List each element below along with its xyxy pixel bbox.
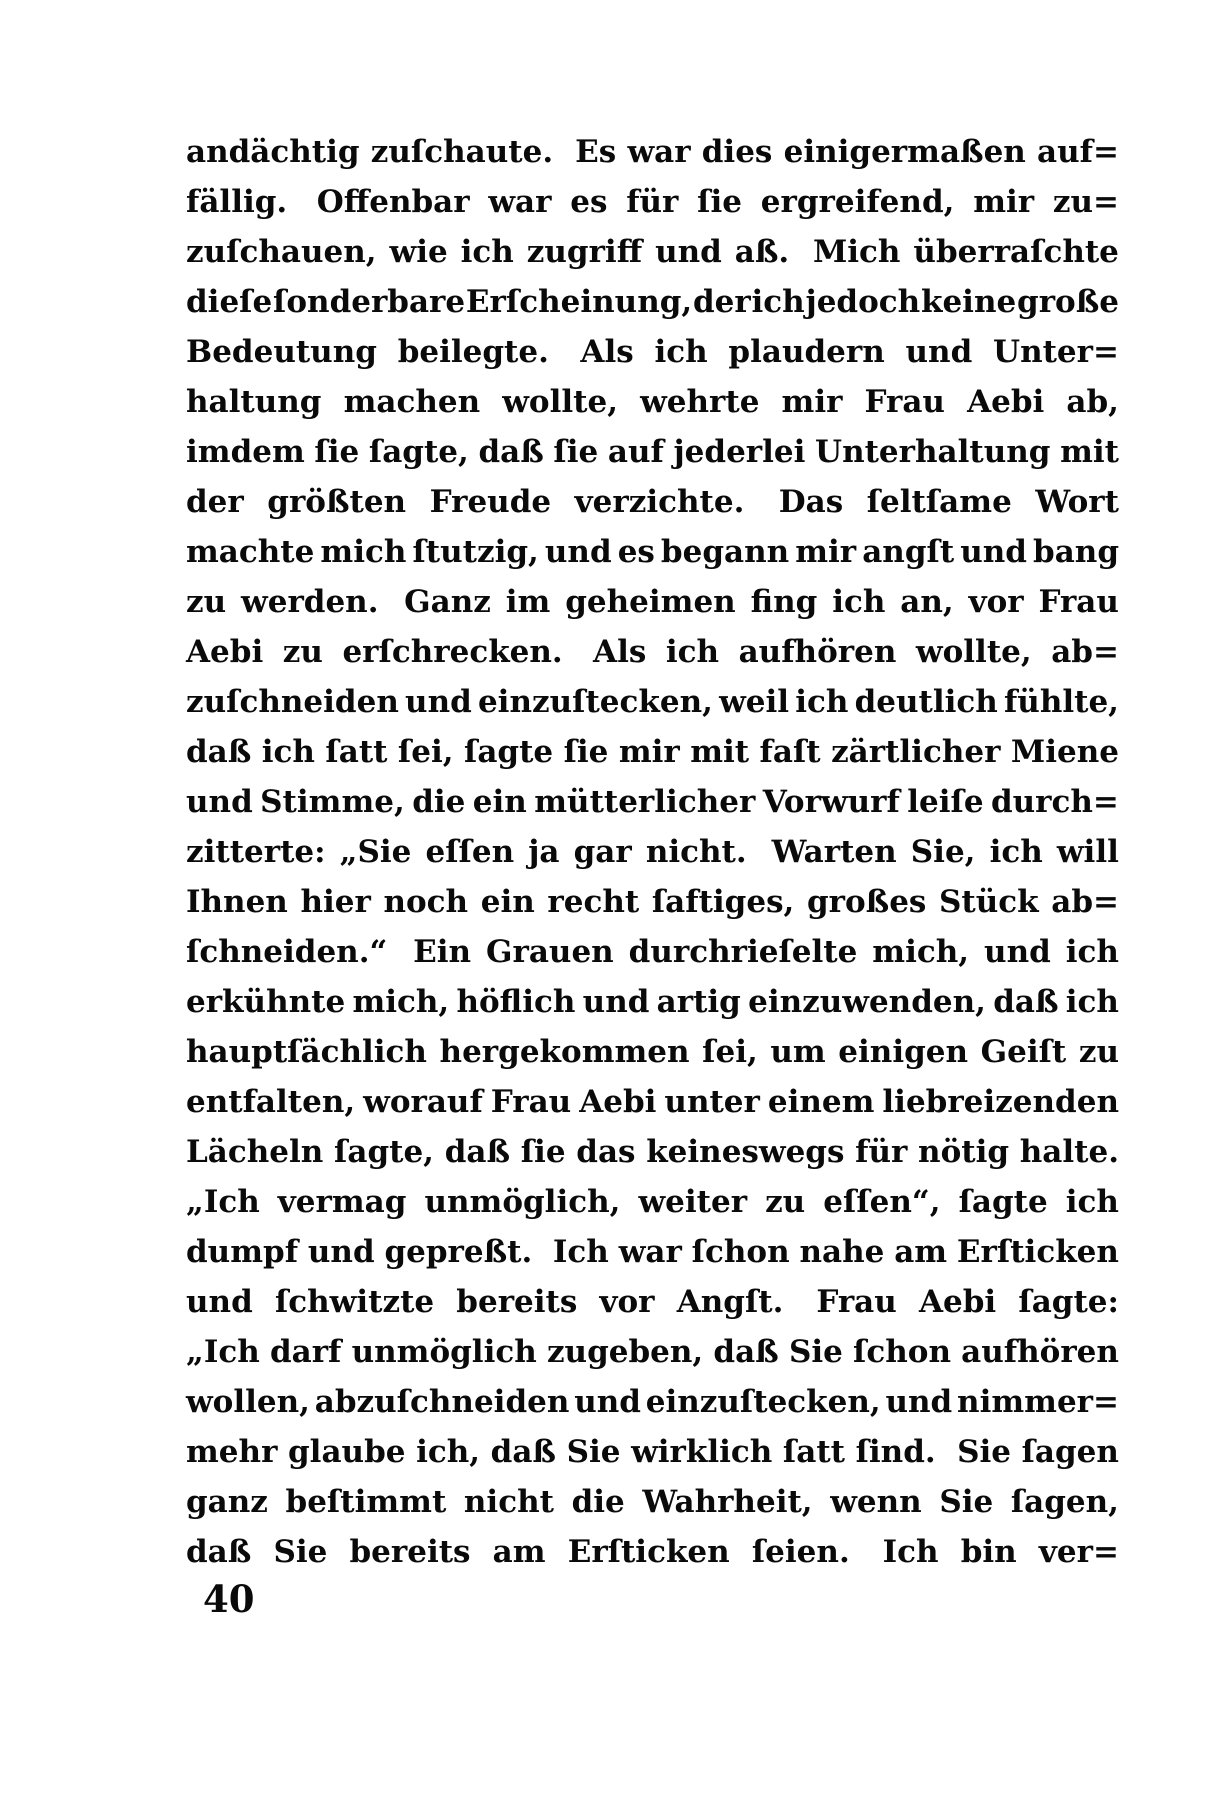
page-text-block (186, 127, 1119, 1577)
text-line: daß Sie bereits am Erſticken ſeien. Ich bin ver= (186, 1534, 1119, 1570)
text-line: Bedeutung beilegte. Als ich plaudern und Unter= (186, 334, 1119, 370)
text-line: Aebi zu erſchrecken. Als ich aufhören wollte, ab= (186, 634, 1119, 670)
page-number: 40 (203, 1577, 255, 1621)
text-line: zu werden. Ganz im geheimen fing ich an, vor Frau (186, 584, 1119, 620)
text-line: Ihnen hier noch ein recht ſaftiges, großes Stück ab= (186, 884, 1119, 920)
text-line: dieſe ſonderbare Erſcheinung, der ich jedoch keine große (186, 284, 1119, 320)
text-line: hauptſächlich hergekommen ſei, um einigen Geiſt zu (186, 1034, 1119, 1070)
text-line: zuſchauen, wie ich zugriff und aß. Mich überraſchte (186, 234, 1119, 270)
text-line: erkühnte mich, höflich und artig einzuwenden, daß ich (186, 984, 1119, 1020)
text-line: andächtig zuſchaute. Es war dies einigermaßen auf= (186, 134, 1119, 170)
text-line: wollen, abzuſchneiden und einzuſtecken, und nimmer= (186, 1384, 1119, 1420)
text-line: entfalten, worauf Frau Aebi unter einem liebreizenden (186, 1084, 1119, 1120)
text-line: zitterte: „Sie eſſen ja gar nicht. Warten Sie, ich will (186, 834, 1119, 870)
text-line: und ſchwitzte bereits vor Angſt. Frau Aebi ſagte: (186, 1284, 1119, 1320)
text-line: zuſchneiden und einzuſtecken, weil ich deutlich fühlte, (186, 684, 1119, 720)
text-line: fällig. Offenbar war es für ſie ergreifend, mir zu= (186, 184, 1119, 220)
text-line: imdem ſie ſagte, daß ſie auf jederlei Unterhaltung mit (186, 434, 1119, 470)
text-line: und Stimme, die ein mütterlicher Vorwurf leiſe durch= (186, 784, 1119, 820)
text-line: ſchneiden.“ Ein Grauen durchrieſelte mich, und ich (186, 934, 1119, 970)
text-line: mehr glaube ich, daß Sie wirklich ſatt ſind. Sie ſagen (186, 1434, 1119, 1470)
text-line: der größten Freude verzichte. Das ſeltſame Wort (186, 484, 1119, 520)
text-line: „Ich vermag unmöglich, weiter zu eſſen“, ſagte ich (186, 1184, 1119, 1220)
text-line: Lächeln ſagte, daß ſie das keineswegs für nötig halte. (186, 1134, 1119, 1170)
text-line: daß ich ſatt ſei, ſagte ſie mir mit faſt zärtlicher Miene (186, 734, 1119, 770)
text-line: „Ich darf unmöglich zugeben, daß Sie ſchon aufhören (186, 1334, 1119, 1370)
text-line: machte mich ſtutzig, und es begann mir angſt und bang (186, 534, 1119, 570)
text-line: haltung machen wollte, wehrte mir Frau Aebi ab, (186, 384, 1119, 420)
text-line: ganz beſtimmt nicht die Wahrheit, wenn Sie ſagen, (186, 1484, 1119, 1520)
text-line: dumpf und gepreßt. Ich war ſchon nahe am Erſticken (186, 1234, 1119, 1270)
